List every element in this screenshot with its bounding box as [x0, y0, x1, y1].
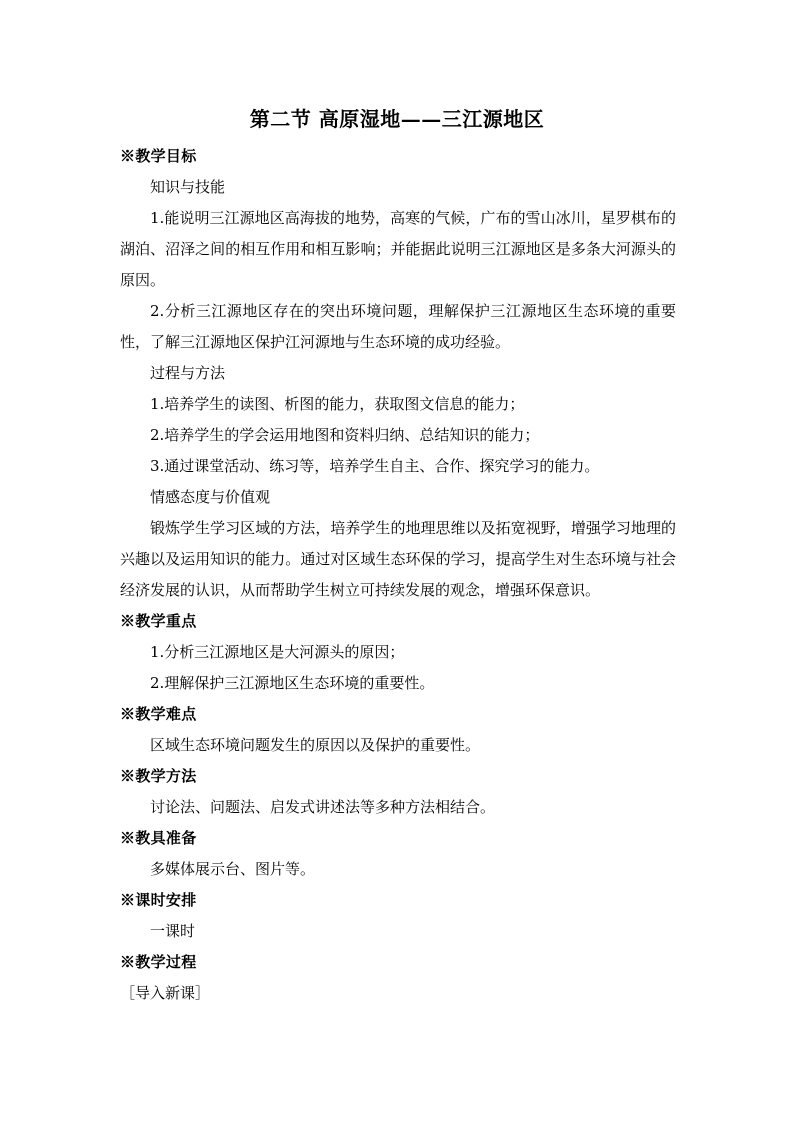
key-point-item: 1.分析三江源地区是大河源头的原因；	[150, 643, 405, 661]
methods-text: 讨论法、问题法、启发式讲述法等多种方法相结合。	[150, 798, 496, 816]
process-item: 3.通过课堂活动、练习等，培养学生自主、合作、探究学习的能力。	[150, 457, 600, 475]
difficulties-text: 区域生态环境问题发生的原因以及保护的重要性。	[150, 736, 481, 754]
section-heading-objectives: ※教学目标	[120, 147, 197, 165]
section-heading-tools: ※教具准备	[120, 829, 197, 847]
process-item: 1.培养学生的读图、析图的能力，获取图文信息的能力；	[150, 395, 525, 413]
section-heading-process: ※教学过程	[120, 953, 197, 971]
section-heading-difficulties: ※教学难点	[120, 705, 197, 723]
subheading-process: 过程与方法	[150, 364, 226, 382]
subheading-attitude: 情感态度与价值观	[150, 488, 271, 506]
subheading-knowledge: 知识与技能	[150, 178, 226, 196]
tools-text: 多媒体展示台、图片等。	[150, 860, 316, 878]
section-heading-key-points: ※教学重点	[120, 612, 197, 630]
section-heading-methods: ※教学方法	[120, 767, 197, 785]
process-item: 2.培养学生的学会运用地图和资料归纳、总结知识的能力；	[150, 426, 540, 444]
section-heading-schedule: ※课时安排	[120, 891, 197, 909]
document-body	[120, 141, 676, 1009]
knowledge-item: 1.能说明三江源地区高海拔的地势，高寒的气候，广布的雪山冰川，星罗棋布的湖泊、沼泽之间的相互作用和相互影响；并能据此说明三江源地区是多条大河源头的原因。	[120, 209, 676, 289]
key-point-item: 2.理解保护三江源地区生态环境的重要性。	[150, 674, 435, 692]
knowledge-item: 2.分析三江源地区存在的突出环境问题，理解保护三江源地区生态环境的重要性，了解三江源地区保护江河源地与生态环境的成功经验。	[120, 302, 676, 351]
attitude-text: 锻炼学生学习区域的方法，培养学生的地理思维以及拓宽视野，增强学习地理的兴趣以及运用知识的能力。通过对区域生态环保的学习，提高学生对生态环境与社会经济发展的认识，从而帮助学生树立可持续发展的观念，增强环保意识。	[120, 519, 676, 599]
document-title: 第二节 高原湿地——三江源地区	[249, 107, 545, 131]
process-lead-in: ［导入新课］	[120, 984, 211, 1002]
schedule-text: 一课时	[150, 922, 196, 940]
